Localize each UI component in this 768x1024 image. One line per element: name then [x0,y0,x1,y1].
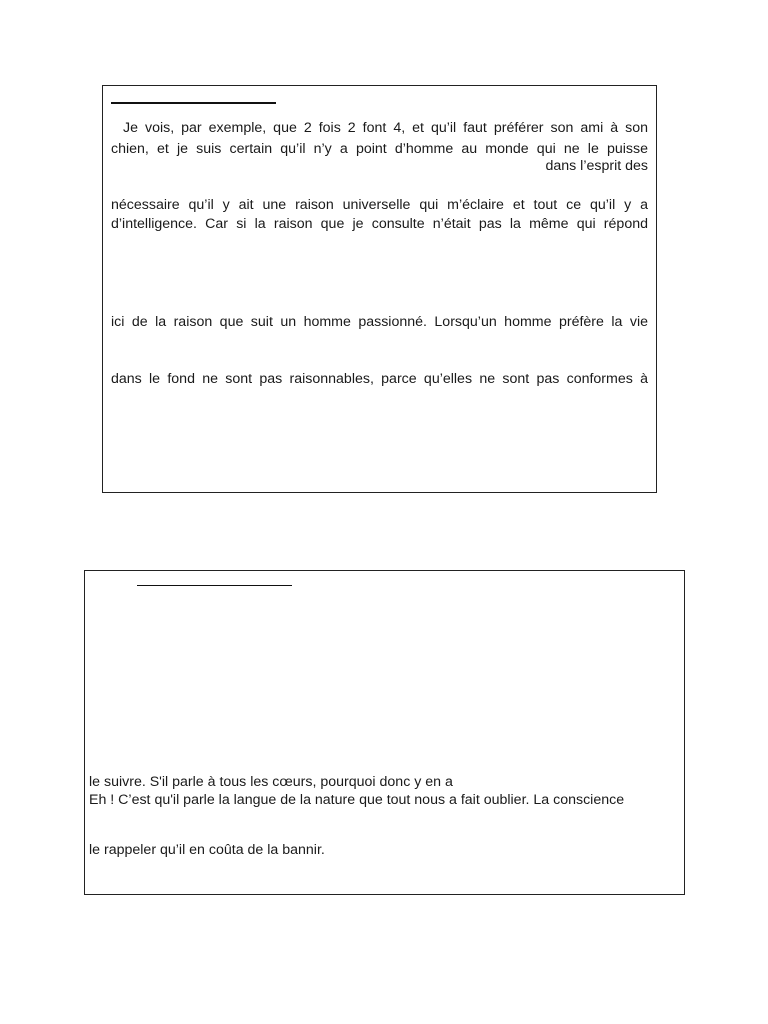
text-line: ici de la raison que suit un homme passionné. Lorsqu’un homme préfère la vie [111,314,648,330]
text-box-1 [102,85,657,493]
text-line: d’intelligence. Car si la raison que je consulte n’était pas la même qui répond [111,216,648,232]
title-underline [137,585,292,586]
text-line: chien, et je suis certain qu’il n’y a point d’homme au monde qui ne le puisse [111,141,648,157]
text-box-2 [84,570,685,895]
text-line: nécessaire qu’il y ait une raison universelle qui m’éclaire et tout ce qu’il y a [111,197,648,213]
text-line: dans le fond ne sont pas raisonnables, parce qu’elles ne sont pas conformes à [111,371,648,387]
title-underline [111,102,276,104]
text-line: Eh ! C’est qu'il parle la langue de la nature que tout nous a fait oublier. La conscience [89,792,625,808]
text-line: Je vois, par exemple, que 2 fois 2 font 4, et qu’il faut préférer son ami à son [123,120,648,136]
text-line: le rappeler qu’il en coûta de la bannir. [89,842,325,858]
text-line: dans l’esprit des [545,158,648,174]
text-line: le suivre. S'il parle à tous les cœurs, pourquoi donc y en a [89,774,453,790]
